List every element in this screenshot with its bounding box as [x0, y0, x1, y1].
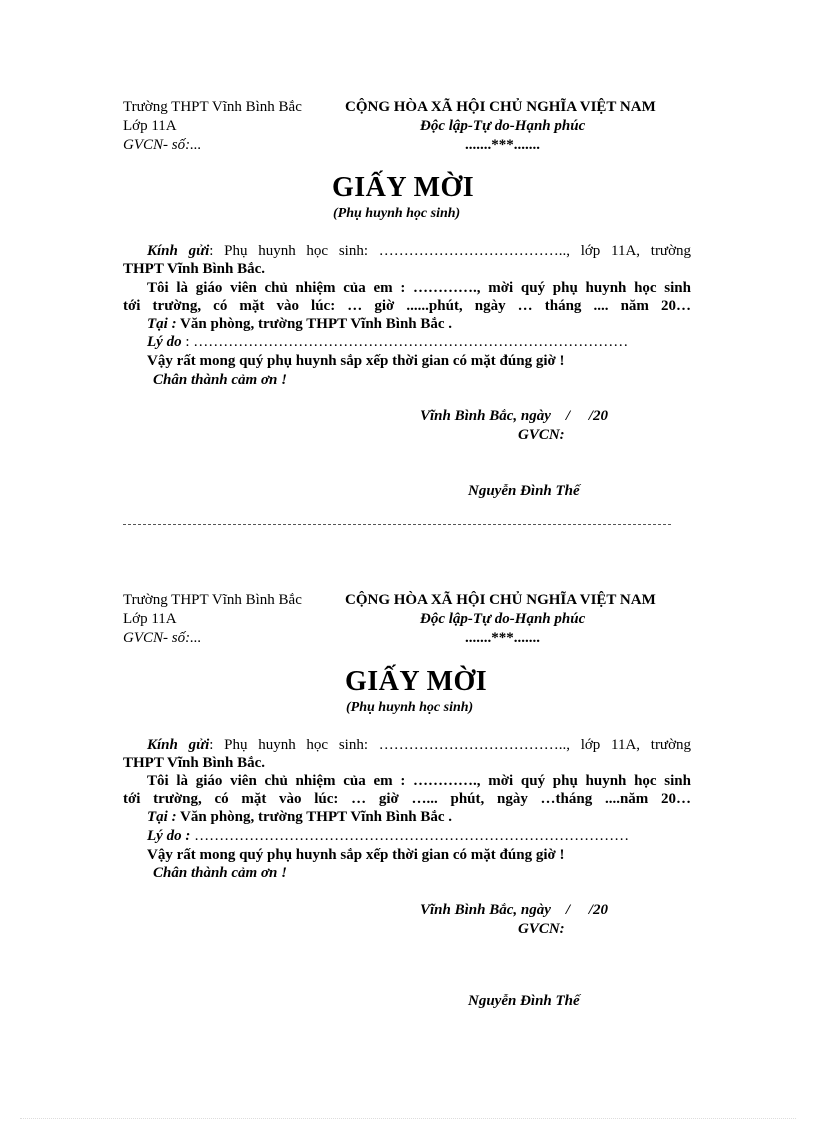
page-title: GIẤY MỜI [332, 172, 475, 203]
class-label: Lớp 11A [123, 611, 177, 627]
school-name: Trường THPT Vĩnh Bình Bắc [123, 99, 302, 115]
page-title: GIẤY MỜI [345, 666, 488, 697]
venue-text: Văn phòng, trường THPT Vĩnh Bình Bắc . [176, 316, 453, 332]
gvcn-number: GVCN- số:... [123, 137, 202, 153]
stars-separator: .......***....... [465, 630, 540, 646]
reason-label: Lý do : [147, 828, 191, 844]
page-subtitle: (Phụ huynh học sinh) [346, 700, 474, 715]
venue-line [147, 315, 452, 333]
request-line: Vậy rất mong quý phụ huynh sắp xếp thời gian có mặt đúng giờ ! [147, 847, 565, 863]
gvcn-signature-label: GVCN: [518, 921, 565, 937]
kinh-gui-text: : Phụ huynh học sinh: ……………………………….., lớp 11A, trường [209, 243, 691, 259]
class-label: Lớp 11A [123, 118, 177, 134]
signer-name: Nguyễn Đình Thế [468, 483, 580, 499]
date-line: Vĩnh Bình Bắc, ngày / /20 [420, 408, 608, 424]
venue-text: Văn phòng, trường THPT Vĩnh Bình Bắc . [176, 809, 453, 825]
gvcn-signature-label: GVCN: [518, 427, 565, 443]
time-line: tới trường, có mặt vào lúc: … giờ …... phút, ngày …tháng ....năm 20… [123, 791, 691, 807]
venue-label: Tại : [147, 809, 177, 825]
thanks-line: Chân thành cảm ơn ! [153, 865, 287, 881]
venue-line [147, 808, 452, 826]
reason-line [147, 827, 629, 845]
nation-heading: CỘNG HÒA XÃ HỘI CHỦ NGHĨA VIỆT NAM [345, 99, 656, 115]
time-line: tới trường, có mặt vào lúc: … giờ ......phút, ngày … tháng .... năm 20… [123, 298, 691, 314]
page-footer-rule [20, 1118, 796, 1119]
gvcn-number: GVCN- số:... [123, 630, 202, 646]
motto: Độc lập-Tự do-Hạnh phúc [420, 611, 586, 627]
kinh-gui-text: : Phụ huynh học sinh: ……………………………….., lớp 11A, trường [209, 737, 691, 753]
motto: Độc lập-Tự do-Hạnh phúc [420, 118, 586, 134]
venue-label: Tại : [147, 316, 177, 332]
thanks-line: Chân thành cảm ơn ! [153, 372, 287, 388]
kinh-gui-label: Kính gửi [147, 737, 210, 753]
reason-text: …………………………………………………………………………… [190, 828, 630, 844]
request-line: Vậy rất mong quý phụ huynh sắp xếp thời gian có mặt đúng giờ ! [147, 353, 565, 369]
kinh-gui-label: Kính gửi [147, 243, 210, 259]
page-subtitle: (Phụ huynh học sinh) [333, 206, 461, 221]
reason-text: : …………………………………………………………………………… [181, 334, 629, 350]
cut-line [123, 524, 671, 525]
recipient-line [123, 736, 691, 754]
date-line: Vĩnh Bình Bắc, ngày / /20 [420, 902, 608, 918]
stars-separator: .......***....... [465, 137, 540, 153]
reason-line [147, 333, 628, 351]
school-full-name: THPT Vĩnh Bình Bắc. [123, 755, 266, 771]
recipient-line [123, 242, 691, 260]
nation-heading: CỘNG HÒA XÃ HỘI CHỦ NGHĨA VIỆT NAM [345, 592, 656, 608]
reason-label: Lý do [147, 334, 182, 350]
signer-name: Nguyễn Đình Thế [468, 993, 580, 1009]
school-full-name: THPT Vĩnh Bình Bắc. [123, 261, 266, 277]
teacher-intro-line: Tôi là giáo viên chủ nhiệm của em : …………., mời quý phụ huynh học sinh [147, 280, 691, 296]
school-name: Trường THPT Vĩnh Bình Bắc [123, 592, 302, 608]
teacher-intro-line: Tôi là giáo viên chủ nhiệm của em : …………., mời quý phụ huynh học sinh [147, 773, 691, 789]
